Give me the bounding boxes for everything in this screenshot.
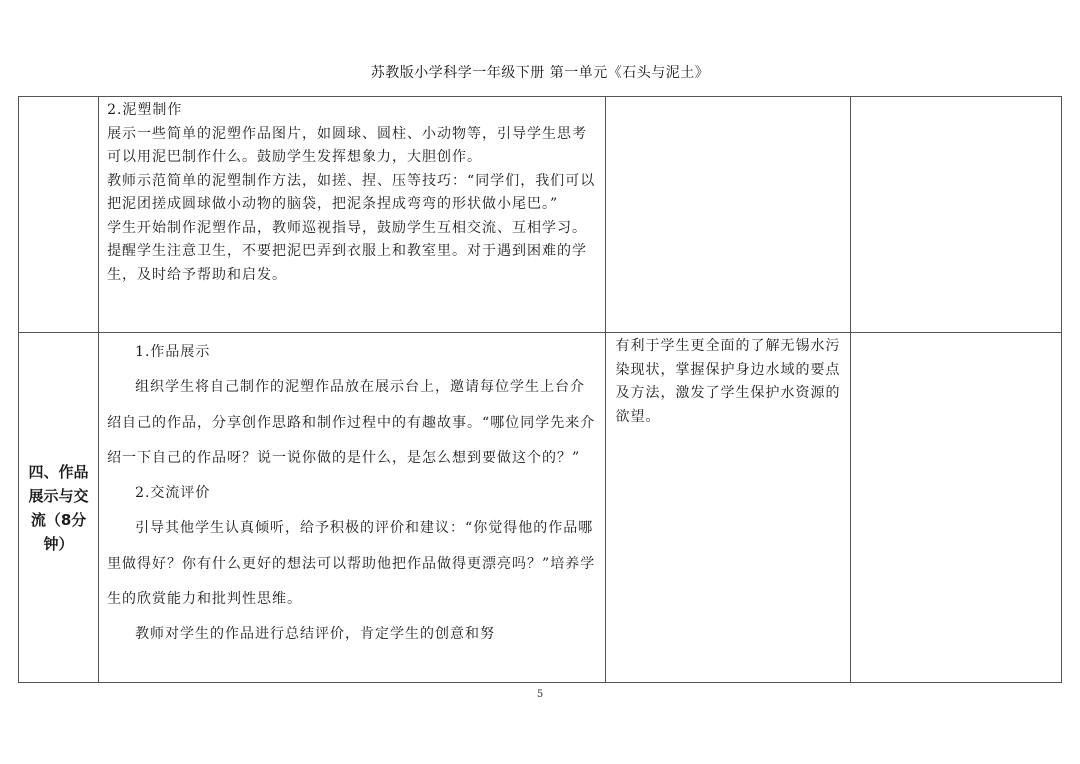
process-paragraph: 引导其他学生认真倾听，给予积极的评价和建议：“你觉得他的作品哪里做得好？你有什么更好的想法可以帮助他把作品做得更漂亮吗？”培养学生的欣赏能力和批判性思维。 <box>107 520 596 608</box>
process-paragraph: 教师对学生的作品进行总结评价，肯定学生的创意和努 <box>135 626 496 643</box>
process-paragraph: 教师示范简单的泥塑制作方法，如搓、捏、压等技巧：“同学们，我们可以把泥团搓成圆球做小动物的脑袋，把泥条捏成弯弯的形状做小尾巴。” <box>107 172 596 212</box>
page-header: 苏教版小学科学一年级下册 第一单元《石头与泥土》 <box>370 65 710 81</box>
process-paragraph: 2.泥塑制作 <box>107 102 183 118</box>
process-paragraph: 展示一些简单的泥塑作品图片，如圆球、圆柱、小动物等，引导学生思考可以用泥巴制作什么。鼓励学生发挥想象力，大胆创作。 <box>107 125 588 165</box>
intent-paragraph: 有利于学生更全面的了解无锡水污染现状，掌握保护身边水域的要点及方法，激发了学生保护水资源的欲望。 <box>615 338 841 425</box>
table-row <box>19 333 1062 683</box>
process-cell <box>99 333 605 683</box>
page-number: 5 <box>536 689 544 700</box>
process-paragraph: 学生开始制作泥塑作品，教师巡视指导，鼓励学生互相交流、互相学习。提醒学生注意卫生，不要把泥巴弄到衣服上和教室里。对于遇到困难的学生，及时给予帮助和启发。 <box>107 219 588 283</box>
process-paragraph: 组织学生将自己制作的泥塑作品放在展示台上，邀请每位学生上台介绍自己的作品，分享创作思路和制作过程中的有趣故事。“哪位同学先来介绍一下自己的作品呀？说一说你做的是什么，是怎么想到要做这个的？” <box>107 379 596 466</box>
lesson-plan-table <box>18 96 1062 683</box>
intent-cell <box>605 333 850 683</box>
process-paragraph: 2.交流评价 <box>135 485 211 502</box>
notes-cell <box>850 333 1061 683</box>
stage-cell <box>19 97 99 333</box>
stage-label: 四、作品展示与交流（8分钟） <box>28 462 89 553</box>
process-paragraph: 1.作品展示 <box>135 344 211 360</box>
stage-cell <box>19 333 99 683</box>
intent-cell <box>605 97 850 333</box>
process-cell <box>99 97 605 333</box>
table-row <box>19 97 1062 333</box>
notes-cell <box>850 97 1061 333</box>
